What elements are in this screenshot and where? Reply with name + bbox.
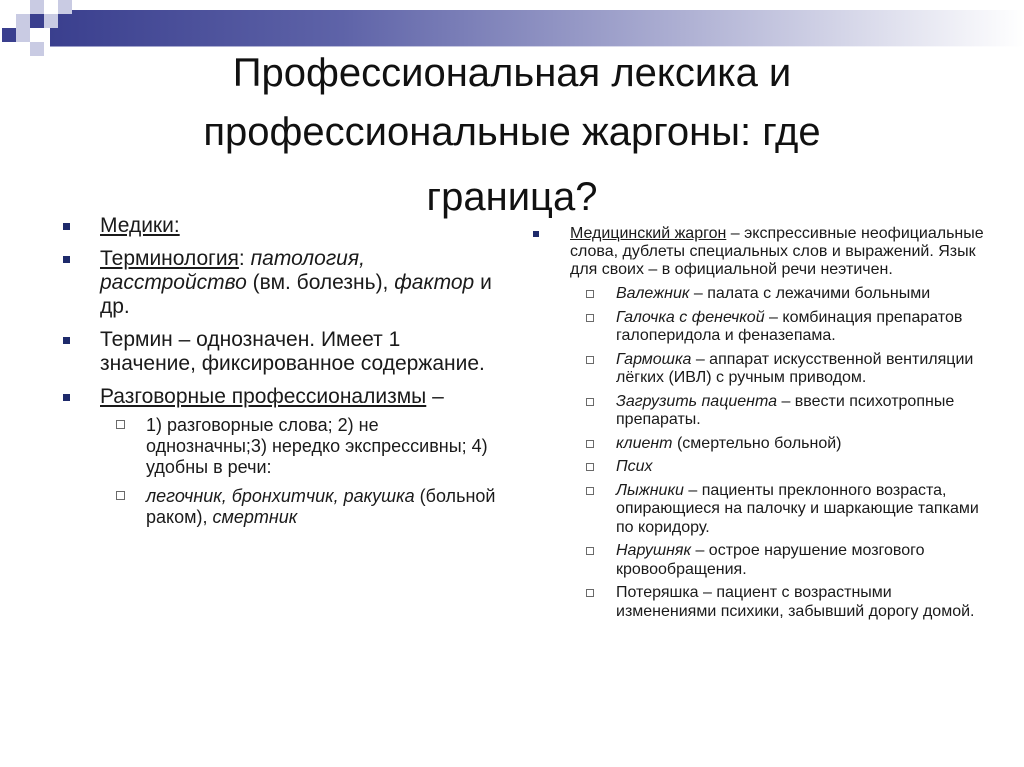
medical-jargon-term: Медицинский жаргон <box>570 225 727 242</box>
sub-list-item <box>58 486 498 528</box>
sub-list-item <box>530 458 990 477</box>
sub-list-item <box>530 542 990 579</box>
term-definition: Термин – однозначен. Имеет 1 значение, фиксированное содержание. <box>100 328 485 375</box>
hollow-square-bullet-icon <box>116 420 125 429</box>
hollow-square-bullet-icon <box>586 547 594 555</box>
sub-list-item <box>58 415 498 478</box>
jargon-word: Галочка с фенечкой <box>616 308 765 326</box>
example-italic: смертник <box>212 507 298 527</box>
jargon-word: Псих <box>616 458 653 475</box>
title-line-2: профессиональные жаргоны: где <box>203 110 821 154</box>
text-fragment: : <box>238 247 251 270</box>
text-fragment: – <box>426 385 444 408</box>
square-bullet-icon <box>63 256 70 263</box>
example-italic: фактор <box>394 271 475 294</box>
square-bullet-icon <box>533 231 539 237</box>
jargon-word: Лыжники <box>616 481 684 499</box>
left-column <box>58 214 498 536</box>
jargon-entry: Потеряшка – пациент с возрастными изменениями психики, забывший дорогу домой. <box>616 584 975 620</box>
square-bullet-icon <box>63 394 70 401</box>
title-line-1: Профессиональная лексика и <box>232 51 792 95</box>
sub-text: 1) разговорные слова; 2) не однозначны;3) нередко экспрессивны; 4) удобны в речи: <box>146 415 488 477</box>
jargon-word: Валежник <box>616 285 690 302</box>
hollow-square-bullet-icon <box>586 589 594 597</box>
terminology-term: Терминология <box>100 247 239 270</box>
sub-list-item <box>530 482 990 538</box>
title-line-3: граница? <box>426 175 598 219</box>
text-fragment: и др. <box>100 271 492 318</box>
sub-list-item <box>530 309 990 346</box>
hollow-square-bullet-icon <box>586 290 594 298</box>
list-item <box>58 385 498 409</box>
square-bullet-icon <box>63 223 70 230</box>
sub-list-item <box>530 393 990 430</box>
example-italic: патология, расстройство <box>100 247 365 294</box>
example-italic: легочник, бронхитчик, ракушка <box>146 486 415 506</box>
list-item <box>58 214 498 238</box>
sub-list-item <box>530 351 990 388</box>
sub-list-item <box>530 435 990 454</box>
colloquial-term: Разговорные профессионализмы <box>100 385 427 408</box>
jargon-definition: – пациенты преклонного возраста, опирающиеся на палочку и шаркающие тапками по коридору. <box>616 481 979 536</box>
jargon-word: Нарушняк <box>616 542 692 559</box>
hollow-square-bullet-icon <box>116 491 125 500</box>
jargon-word: Загрузить пациента <box>616 392 777 410</box>
text-fragment: (больной раком), <box>146 486 496 527</box>
hollow-square-bullet-icon <box>586 314 594 322</box>
jargon-definition: – комбинация препаратов галоперидола и феназепама. <box>616 308 963 344</box>
sub-list-item <box>530 285 990 304</box>
hollow-square-bullet-icon <box>586 463 594 471</box>
jargon-definition: – ввести психотропные препараты. <box>616 392 955 428</box>
jargon-word: Гармошка <box>616 350 692 368</box>
medics-heading: Медики: <box>100 214 180 237</box>
hollow-square-bullet-icon <box>586 356 594 364</box>
hollow-square-bullet-icon <box>586 440 594 448</box>
slide-title <box>60 44 964 227</box>
hollow-square-bullet-icon <box>586 487 594 495</box>
jargon-definition: – аппарат искусственной вентиляции лёгких (ИВЛ) с ручным приводом. <box>616 350 974 386</box>
hollow-square-bullet-icon <box>586 398 594 406</box>
square-bullet-icon <box>63 337 70 344</box>
list-item <box>58 328 498 376</box>
header-gradient-bar <box>50 10 1024 46</box>
jargon-word: клиент <box>616 434 673 452</box>
jargon-definition: – палата с лежачими больными <box>689 285 931 302</box>
list-item <box>530 225 990 279</box>
text-fragment: (вм. болезнь), <box>246 271 395 294</box>
jargon-definition: (смертельно больной) <box>672 434 842 452</box>
text-fragment: – экспрессивные неофициальные слова, дублеты специальных слов и выражений. Язык для своих – в официальной речи неэтичен. <box>570 225 984 278</box>
right-column <box>530 225 990 626</box>
jargon-definition: – острое нарушение мозгового кровообращения. <box>616 542 925 578</box>
sub-list-item <box>530 584 990 621</box>
list-item <box>58 247 498 319</box>
